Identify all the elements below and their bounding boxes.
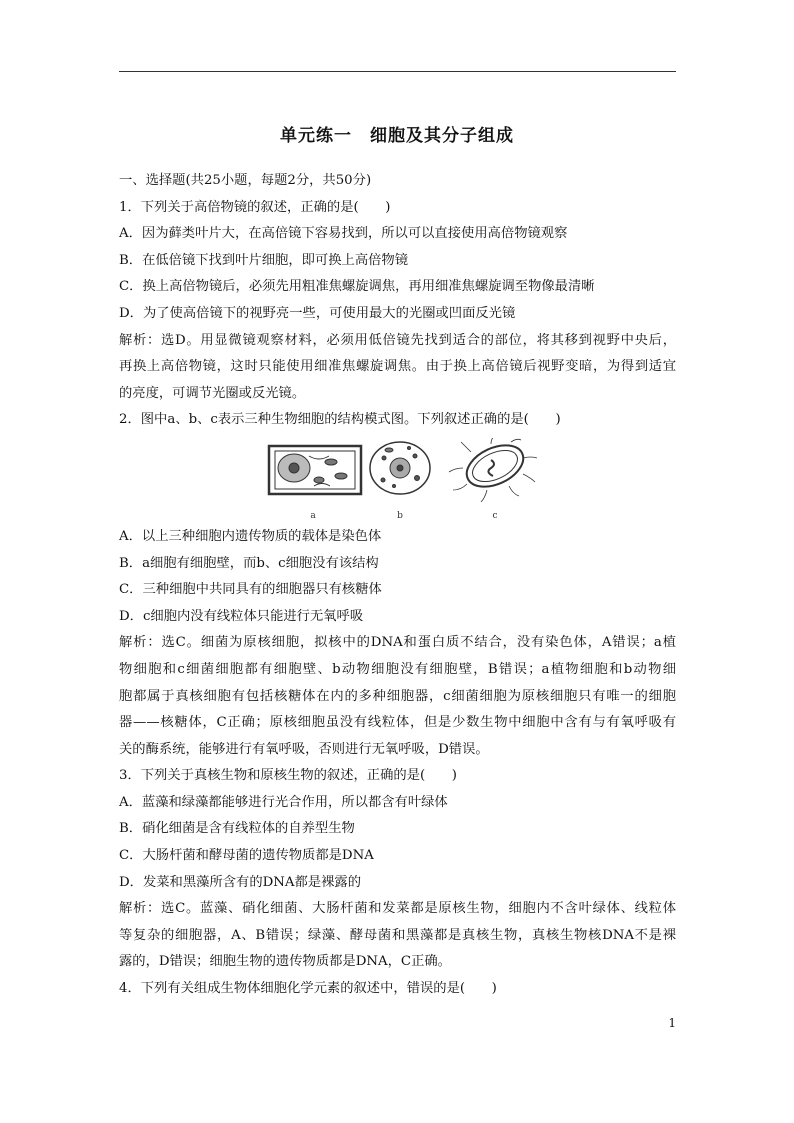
q1-option-c: C．换上高倍物镜后，必须先用粗准焦螺旋调焦，再用细准焦螺旋调至物像最清晰 — [119, 279, 595, 295]
q1-option-d: D．为了使高倍镜下的视野亮一些，可使用最大的光圈或凹面反光镜 — [119, 305, 516, 321]
document-body — [119, 168, 676, 1003]
animal-cell-b — [370, 442, 430, 494]
q2-option-a: A．以上三种细胞内遗传物质的载体是染色体 — [119, 528, 382, 544]
q2-option-d: D．c细胞内没有线粒体只能进行无氧呼吸 — [119, 608, 364, 624]
page-title: 单元练一 细胞及其分子组成 — [280, 126, 514, 146]
q3-analysis-line: 解析：选C。蓝藻、硝化细菌、大肠杆菌和发菜都是原核生物，细胞内不含叶绿体、线粒体 — [119, 901, 676, 917]
header-rule — [119, 71, 676, 72]
q1-analysis-line: 的亮度，可调节光圈或反光镜。 — [119, 385, 306, 401]
q2-analysis-line: 胞都属于真核细胞有包括核糖体在内的多种细胞器，c细菌细胞为原核细胞只有唯一的细胞 — [119, 688, 676, 704]
q1-option-b: B．在低倍镜下找到叶片细胞，即可换上高倍物镜 — [119, 252, 409, 268]
q2-option-b: B．a细胞有细胞壁，而b、c细胞没有该结构 — [119, 555, 379, 571]
q2-analysis-line: 器——核糖体，C正确；原核细胞虽没有线粒体，但是少数生物中细胞中含有与有氧呼吸有 — [119, 715, 676, 731]
q3-option-a: A．蓝藻和绿藻都能够进行光合作用，所以都含有叶绿体 — [119, 794, 448, 810]
q1-analysis-line: 解析：选D。用显微镜观察材料，必须用低倍镜先找到适合的部位，将其移到视野中央后， — [119, 332, 676, 348]
figure-label-b: b — [397, 510, 403, 521]
figure-label-a: a — [310, 510, 316, 521]
q2-analysis-line: 物细胞和c细菌细胞都有细胞壁、b动物细胞没有细胞壁，B错误；a植物细胞和b动物细 — [119, 661, 676, 677]
cell-diagrams — [119, 438, 676, 522]
figure-label-c: c — [492, 510, 498, 521]
plant-cell-a — [269, 446, 361, 494]
q3-option-d: D．发菜和黑藻所含有的DNA都是裸露的 — [119, 874, 362, 890]
q1-stem: 1．下列关于高倍物镜的叙述，正确的是( ) — [119, 199, 391, 215]
q2-option-c: C．三种细胞中共同具有的细胞器只有核糖体 — [119, 582, 382, 598]
bacterium-c — [449, 438, 537, 502]
q1-analysis-line: 再换上高倍物镜，这时只能使用细准焦螺旋调焦。由于换上高倍镜后视野变暗，为得到适宜 — [119, 359, 676, 375]
q3-analysis-line: 等复杂的细胞器，A、B错误；绿藻、酵母菌和黑藻都是真核生物，真核生物核DNA不是裸 — [119, 927, 676, 943]
cell-diagram-figure — [119, 438, 676, 522]
q2-stem: 2．图中a、b、c表示三种生物细胞的结构模式图。下列叙述正确的是( ) — [119, 412, 561, 428]
q2-analysis-line: 解析：选C。细菌为原核细胞，拟核中的DNA和蛋白质不结合，没有染色体，A错误；a植 — [119, 635, 676, 651]
q4-stem: 4．下列有关组成生物体细胞化学元素的叙述中，错误的是( ) — [119, 981, 497, 997]
section-heading: 一、选择题(共25小题，每题2分，共50分) — [119, 173, 372, 188]
q2-analysis-line: 关的酶系统，能够进行有氧呼吸，否则进行无氧呼吸，D错误。 — [119, 741, 489, 757]
q3-stem: 3．下列关于真核生物和原核生物的叙述，正确的是( ) — [119, 768, 457, 784]
q1-option-a: A．因为藓类叶片大，在高倍镜下容易找到，所以可以直接使用高倍物镜观察 — [119, 226, 568, 242]
q3-analysis-line: 露的，D错误；细胞生物的遗传物质都是DNA，C正确。 — [119, 954, 451, 970]
q3-option-b: B．硝化细菌是含有线粒体的自养型生物 — [119, 821, 355, 837]
page-number: 1 — [668, 1016, 676, 1030]
q3-option-c: C．大肠杆菌和酵母菌的遗传物质都是DNA — [119, 848, 374, 864]
